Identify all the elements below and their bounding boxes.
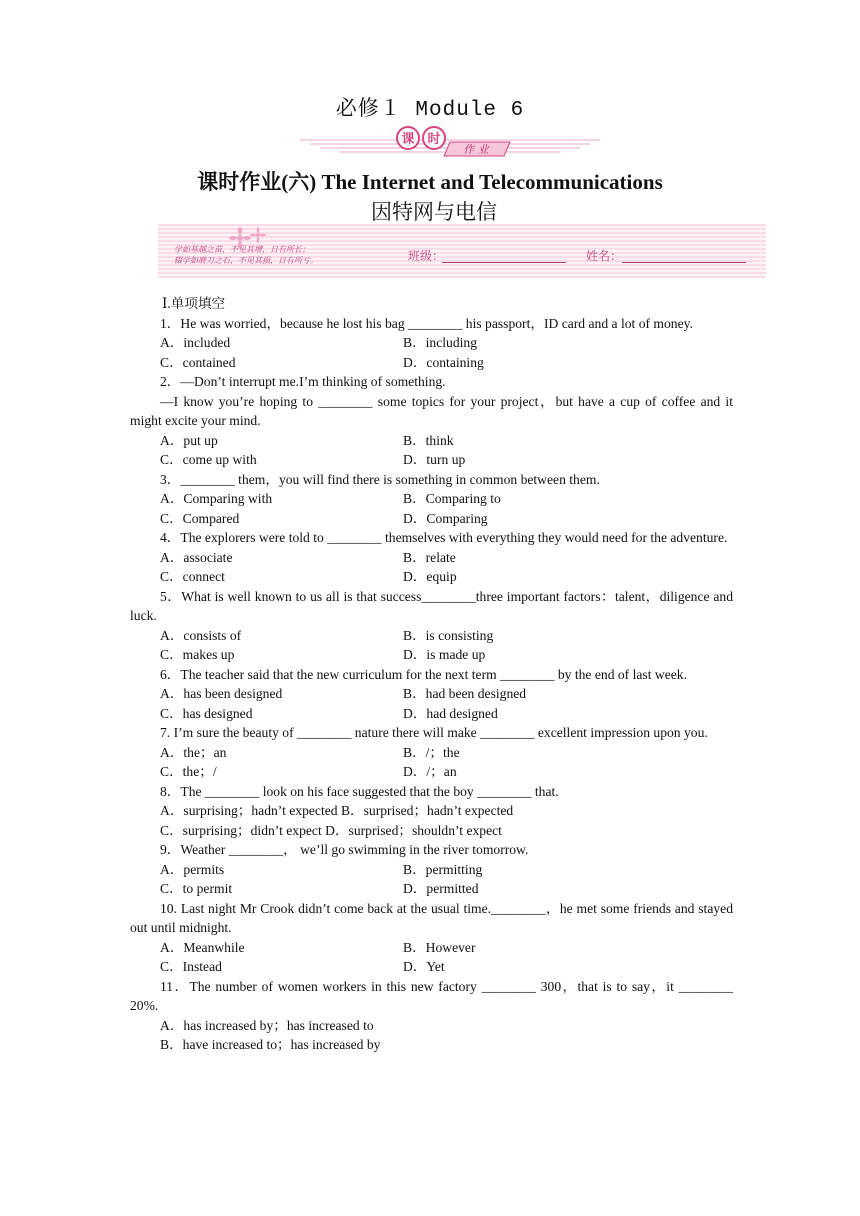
lesson-banner bbox=[300, 126, 600, 162]
question-stem: 5．What is well known to us all is that success________three important factors：talent，diligence and luck. bbox=[130, 588, 733, 623]
option[interactable]: C．Instead bbox=[160, 959, 222, 974]
question-stem: 6．The teacher said that the new curriculum for the next term ________ by the end of last week. bbox=[160, 666, 687, 682]
option-row bbox=[130, 821, 733, 841]
option-row bbox=[130, 353, 733, 373]
option[interactable]: C．surprising；didn’t expect D．surprised；shouldn’t expect bbox=[160, 822, 502, 838]
option-row bbox=[130, 704, 733, 724]
option[interactable]: C．to permit bbox=[160, 881, 233, 896]
name-label: 姓名： bbox=[586, 249, 623, 263]
option[interactable]: C．makes up bbox=[160, 647, 235, 662]
option-row bbox=[130, 489, 733, 509]
option[interactable]: D．had designed bbox=[403, 705, 498, 721]
class-label: 班级： bbox=[408, 249, 445, 263]
module-title: 必修１ Module 6 bbox=[335, 99, 525, 122]
class-field[interactable] bbox=[442, 262, 566, 263]
option[interactable]: B．/；the bbox=[403, 744, 460, 760]
option-row bbox=[130, 684, 733, 704]
option[interactable]: D．containing bbox=[403, 354, 484, 370]
option-row bbox=[130, 1035, 733, 1055]
option[interactable]: A．surprising；hadn’t expected B．surprised；hadn’t expected bbox=[160, 803, 514, 818]
option[interactable]: A．permits bbox=[160, 861, 225, 877]
option[interactable]: A．associate bbox=[160, 549, 233, 565]
option-row bbox=[130, 1016, 733, 1036]
option-row bbox=[130, 509, 733, 529]
option-row bbox=[130, 957, 733, 977]
question-stem-continued: —I know you’re hoping to ________ some topics for your project，but have a cup of coffee and it might excite your mind. bbox=[130, 393, 733, 428]
student-info-bar bbox=[158, 224, 766, 278]
option-row bbox=[130, 626, 733, 646]
option[interactable]: B．permitting bbox=[403, 861, 483, 877]
option[interactable]: D．/；an bbox=[403, 764, 457, 779]
option[interactable]: C．connect bbox=[160, 569, 225, 584]
lesson-subtitle: 因特网与电信 bbox=[371, 200, 497, 224]
option[interactable]: B．relate bbox=[403, 549, 456, 565]
question-stem: 9．Weather ________， we’ll go swimming in the river tomorrow. bbox=[160, 842, 529, 857]
name-field[interactable] bbox=[622, 262, 746, 263]
option-row bbox=[130, 938, 733, 958]
option[interactable]: B．is consisting bbox=[403, 627, 494, 643]
option-row bbox=[130, 801, 733, 821]
option[interactable]: B．had been designed bbox=[403, 686, 527, 701]
option-row bbox=[130, 860, 733, 880]
option[interactable]: B．Comparing to bbox=[403, 491, 501, 506]
question-stem: 1．He was worried，because he lost his bag ________ his passport，ID card and a lot of money. bbox=[160, 315, 693, 331]
option[interactable]: D．Yet bbox=[403, 959, 445, 974]
banner-char-1: 课 bbox=[401, 132, 415, 147]
option[interactable]: C．has designed bbox=[160, 705, 253, 721]
option[interactable]: A．Comparing with bbox=[160, 491, 273, 506]
option[interactable]: B．have increased to；has increased by bbox=[160, 1037, 381, 1052]
question-stem: 8．The ________ look on his face suggested that the boy ________ that. bbox=[160, 783, 559, 799]
option[interactable]: B．However bbox=[403, 939, 476, 955]
option[interactable]: A．included bbox=[160, 335, 231, 350]
option[interactable]: B．including bbox=[403, 335, 478, 350]
motto bbox=[174, 244, 318, 266]
exercise-content bbox=[130, 294, 733, 1055]
option[interactable]: A．the；an bbox=[160, 744, 227, 760]
option[interactable]: A．put up bbox=[160, 432, 218, 448]
option[interactable]: D．is made up bbox=[403, 647, 486, 662]
section-heading: Ⅰ.单项填空 bbox=[162, 296, 226, 311]
motto-line-2: 辍学如磨刀之石，不见其损，日有所亏。 bbox=[174, 256, 318, 265]
option[interactable]: C．the；/ bbox=[160, 764, 217, 779]
question-stem: 10. Last night Mr Crook didn’t come back at the usual time.________，he met some friends and stayed out until midnight. bbox=[130, 900, 733, 935]
option-row bbox=[130, 645, 733, 665]
banner-char-2: 时 bbox=[427, 132, 441, 147]
option-row bbox=[130, 743, 733, 763]
option[interactable]: A．has been designed bbox=[160, 686, 283, 701]
option[interactable]: D．Comparing bbox=[403, 510, 488, 526]
option-row bbox=[130, 450, 733, 470]
question-stem: 4．The explorers were told to ________ themselves with everything they would need for the adventure. bbox=[160, 530, 728, 545]
option-row bbox=[130, 762, 733, 782]
option[interactable]: C．contained bbox=[160, 354, 236, 370]
banner-tag: 作 业 bbox=[463, 143, 489, 156]
option[interactable]: D．turn up bbox=[403, 452, 466, 467]
question-stem: 11．The number of women workers in this new factory ________ 300，that is to say，it ________ 20%. bbox=[130, 978, 733, 1013]
option[interactable]: A．consists of bbox=[160, 627, 242, 643]
option[interactable]: A．Meanwhile bbox=[160, 939, 245, 955]
option[interactable]: C．come up with bbox=[160, 452, 257, 467]
question-stem: 3．________ them，you will find there is something in common between them. bbox=[160, 471, 600, 487]
option-row bbox=[130, 879, 733, 899]
option[interactable]: D．equip bbox=[403, 569, 457, 584]
option[interactable]: D．permitted bbox=[403, 881, 479, 896]
question-stem: 2．—Don’t interrupt me.I’m thinking of something. bbox=[160, 374, 446, 389]
motto-line-1: 学如基越之苗，不见其增，日有所长； bbox=[174, 245, 310, 254]
option-row bbox=[130, 548, 733, 568]
option-row bbox=[130, 567, 733, 587]
question-stem: 7. I’m sure the beauty of ________ nature there will make ________ excellent impression upon you. bbox=[160, 725, 708, 740]
option-row bbox=[130, 333, 733, 353]
lesson-title: 课时作业(六) The Internet and Telecommunications bbox=[197, 170, 663, 194]
option[interactable]: C．Compared bbox=[160, 510, 240, 526]
option[interactable]: B．think bbox=[403, 432, 454, 448]
option-row bbox=[130, 431, 733, 451]
option[interactable]: A．has increased by；has increased to bbox=[160, 1017, 374, 1033]
